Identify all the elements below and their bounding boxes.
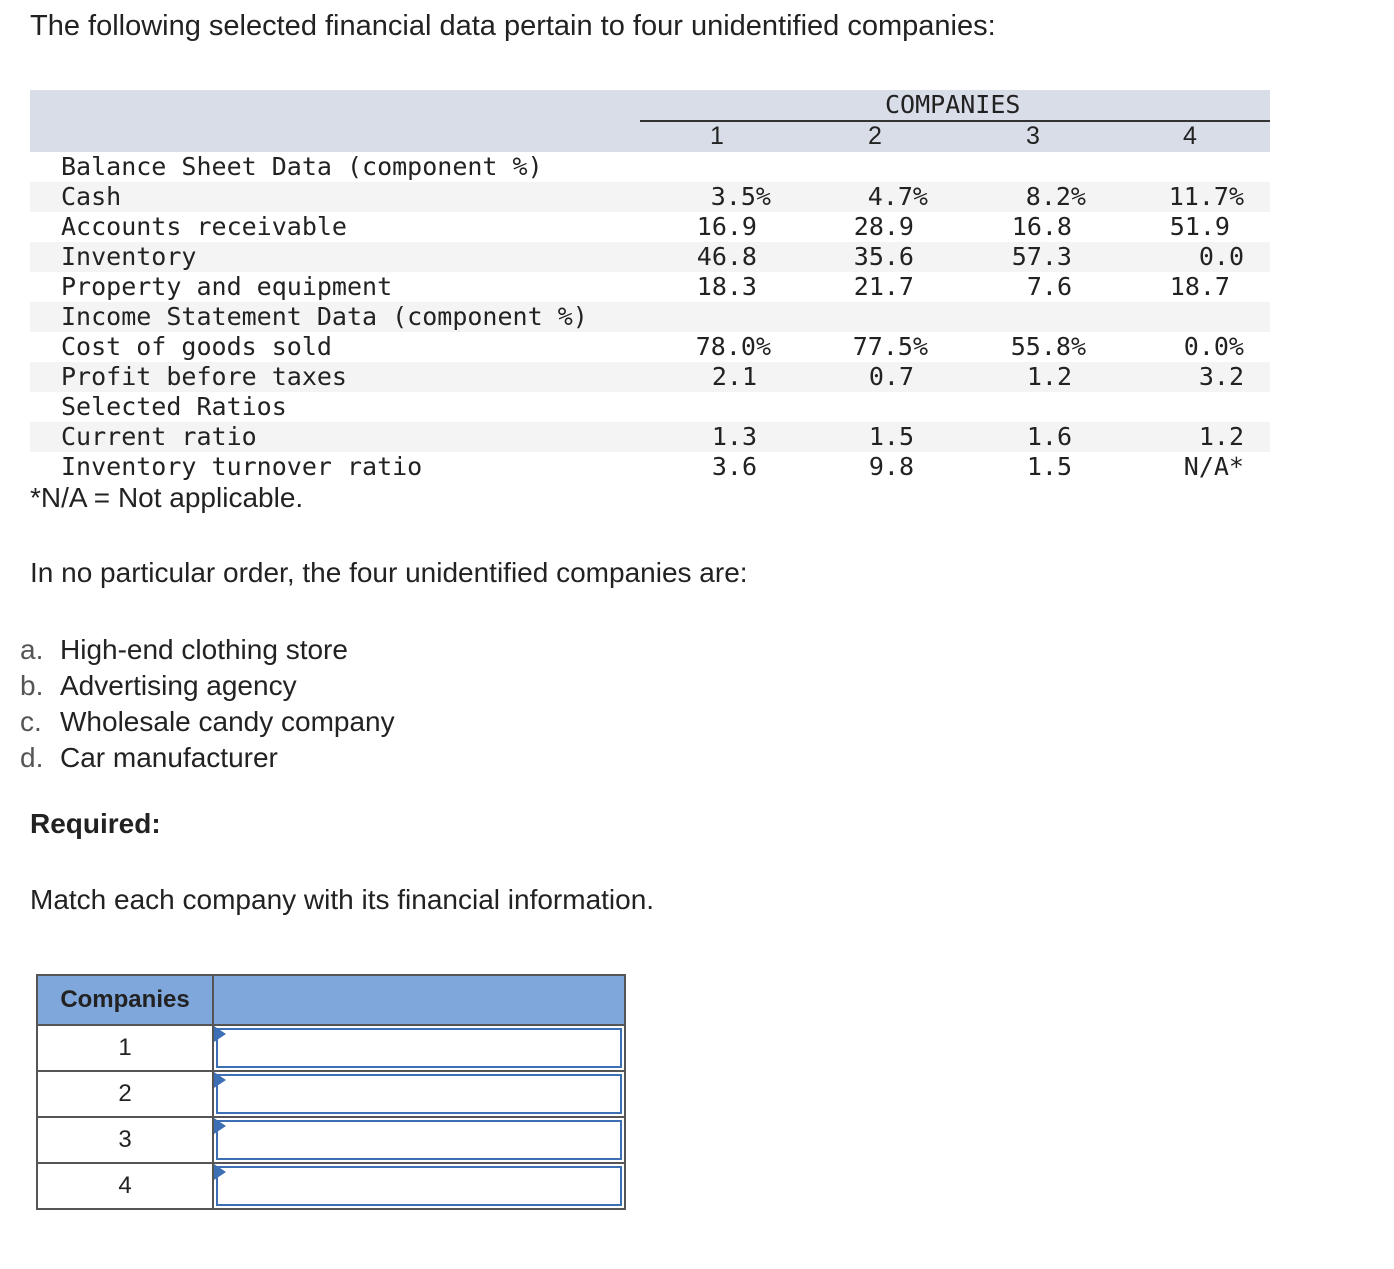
table-header [30,90,1270,152]
row-label: Income Statement Data (component %) [61,302,588,331]
table-row [37,1025,625,1071]
cell-company-4: N/A* [1183,452,1244,481]
list-item [20,704,395,740]
option-letter: d. [20,742,44,773]
cell-company-2: 21.7 [853,272,914,301]
option-letter: a. [20,634,44,665]
cell-company-2: 0.7 [868,362,914,391]
table-row [37,1163,625,1209]
section-balance-sheet [30,152,1270,182]
company-number-1: 1 [710,122,724,150]
cell-company-1: 3.5% [710,182,771,211]
company-number-3: 3 [1026,122,1040,150]
financial-data-table [30,90,1270,482]
row-label: Current ratio [61,422,257,451]
table-row [30,452,1270,482]
required-heading: Required: [30,808,161,839]
option-letter: c. [20,706,42,737]
answer-dropdown-4[interactable] [213,1163,625,1209]
cell-company-1: 78.0% [695,332,771,361]
table-row [30,422,1270,452]
row-label: Cash [61,182,122,211]
companies-header: COMPANIES [885,90,1021,119]
answer-dropdown-3[interactable] [213,1117,625,1163]
cell-company-1: 46.8 [696,242,757,271]
question-paragraph: In no particular order, the four unidentified companies are: [30,557,748,588]
table-row [30,362,1270,392]
company-label: 1 [37,1025,213,1071]
dropdown-marker-icon [214,1026,226,1042]
option-text: Car manufacturer [60,742,278,773]
cell-company-2: 9.8 [868,452,914,481]
cell-company-2: 28.9 [853,212,914,241]
option-text: Advertising agency [60,670,297,701]
answer-box[interactable] [216,1120,622,1160]
cell-company-4: 51.9 [1169,212,1230,241]
cell-company-3: 1.2 [1026,362,1072,391]
company-number-2: 2 [868,122,882,150]
dropdown-marker-icon [214,1118,226,1134]
answer-table [36,974,626,1210]
intro-text: The following selected financial data pertain to four unidentified companies: [30,10,996,42]
cell-company-4: 11.7% [1168,182,1244,211]
cell-company-2: 35.6 [853,242,914,271]
list-item [20,632,395,668]
answer-dropdown-2[interactable] [213,1071,625,1117]
answer-box[interactable] [216,1074,622,1114]
answer-dropdown-1[interactable] [213,1025,625,1071]
table-row [37,1117,625,1163]
instruction-text: Match each company with its financial information. [30,884,655,915]
company-number-4: 4 [1183,122,1197,150]
company-label: 3 [37,1117,213,1163]
cell-company-3: 16.8 [1011,212,1072,241]
answer-header-blank [213,975,625,1025]
row-label: Profit before taxes [61,362,347,391]
cell-company-3: 1.6 [1026,422,1072,451]
cell-company-1: 18.3 [696,272,757,301]
company-label: 4 [37,1163,213,1209]
answer-box[interactable] [216,1166,622,1206]
option-letter: b. [20,670,44,701]
table-row [30,272,1270,302]
row-label: Selected Ratios [61,392,287,421]
row-label: Balance Sheet Data (component %) [61,152,543,181]
list-item [20,740,395,776]
cell-company-4: 3.2 [1198,362,1244,391]
cell-company-3: 1.5 [1026,452,1072,481]
company-label: 2 [37,1071,213,1117]
table-row [37,1071,625,1117]
option-text: Wholesale candy company [60,706,395,737]
table-row [30,182,1270,212]
cell-company-1: 3.6 [711,452,757,481]
cell-company-2: 4.7% [867,182,928,211]
list-item [20,668,395,704]
header-divider [640,120,1270,122]
row-label: Cost of goods sold [61,332,332,361]
cell-company-1: 1.3 [711,422,757,451]
section-income-statement [30,302,1270,332]
cell-company-4: 1.2 [1198,422,1244,451]
row-label: Inventory [61,242,197,271]
table-row [30,212,1270,242]
cell-company-1: 16.9 [696,212,757,241]
cell-company-4: 0.0 [1198,242,1244,271]
cell-company-3: 7.6 [1026,272,1072,301]
row-label: Inventory turnover ratio [61,452,423,481]
cell-company-4: 18.7 [1169,272,1230,301]
answer-box[interactable] [216,1028,622,1068]
answer-header-companies: Companies [37,975,213,1025]
footnote: *N/A = Not applicable. [30,482,304,513]
table-row [30,332,1270,362]
section-selected-ratios [30,392,1270,422]
cell-company-3: 57.3 [1011,242,1072,271]
dropdown-marker-icon [214,1164,226,1180]
cell-company-2: 77.5% [852,332,928,361]
cell-company-3: 55.8% [1010,332,1086,361]
table-row [30,242,1270,272]
option-text: High-end clothing store [60,634,348,665]
cell-company-4: 0.0% [1183,332,1244,361]
options-list [20,632,395,776]
row-label: Property and equipment [61,272,393,301]
cell-company-3: 8.2% [1025,182,1086,211]
dropdown-marker-icon [214,1072,226,1088]
cell-company-2: 1.5 [868,422,914,451]
cell-company-1: 2.1 [711,362,757,391]
row-label: Accounts receivable [61,212,347,241]
